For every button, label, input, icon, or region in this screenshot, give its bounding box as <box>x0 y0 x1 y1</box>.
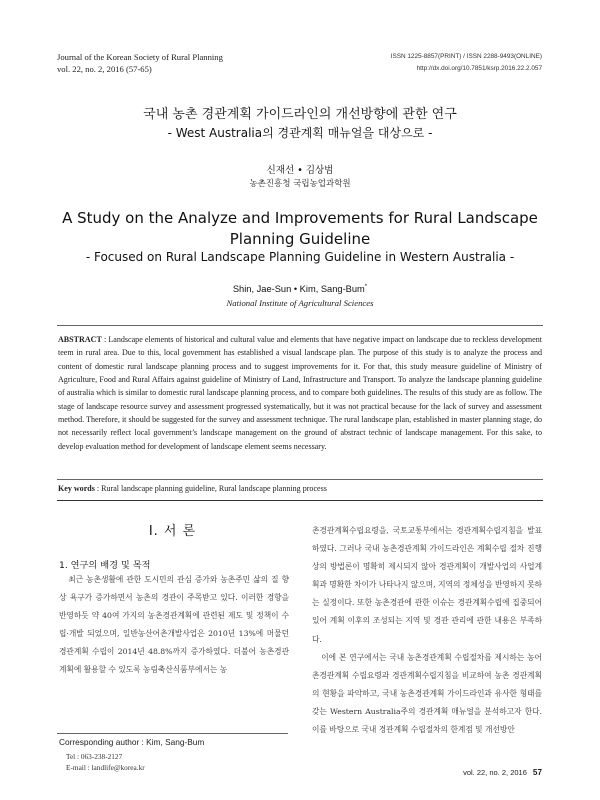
abstract-label: ABSTRACT <box>58 335 102 344</box>
keywords-separator: : <box>94 484 102 493</box>
page-number: 57 <box>532 768 542 777</box>
affiliation-english: National Institute of Agricultural Sciences <box>226 298 374 308</box>
journal-issue: vol. 22, no. 2, 2016 (57-65) <box>57 64 152 74</box>
authors-english <box>0 284 600 294</box>
footnote-email: E-mail : landlife@korea.kr <box>66 763 145 772</box>
body-paragraph: 이에 본 연구에서는 국내 농촌경관계획 수립절차를 제시하는 농어촌경관계획 수립요령과 경관계획수립지침을 비교하여 농촌 경관계획의 현황을 파악하고, 국내 농촌경관계획 가이드라인과 유사한 형태를 갖는 Western Australia주의 경관계획 매뉴얼을 분석하고자 한다. 이를 바탕으로 국내 경관계획 수립절차의 한계점 및 개선방안 <box>312 652 542 735</box>
doi-link[interactable]: http://dx.doi.org/10.7851/ksrp.2016.22.2.057 <box>416 65 542 72</box>
abstract-text: Landscape elements of historical and cultural value and elements that have negative impact on landscape due to reckless development teem in rural area. Due to this, local government has established a visual landscape plan. The purpose of this study is to analyze the process and content of domestic rural landscape planning process and to suggest improvements for it. For that, this study measure guideline of Ministry of Agriculture, Food and Rural Affairs against guideline of Ministry of Land, Infrastructure and Transport. To analyze the landscape planning guideline of australia which is similar to domestic rural landscape planning process, and to compare both guidelines. The results of this study are as follow. The stage of landscape resource survey and assessment progressed systematically, but it was not practical because for the lack of survey and assessment method. Therefore, it should be suggested for the survey and assessment technique. The rural landscape plan, established in master planning stage, do not necessarily reflect local government’s landscape management on the ground of abstract technic of landscape management. For this sake, to develop evaluation method for development of landscape element seems necessary. <box>58 335 542 451</box>
abstract-separator: : <box>101 335 109 344</box>
title-english <box>0 208 600 250</box>
title-english-line1: A Study on the Analyze and Improvements for Rural Landscape <box>62 209 538 227</box>
journal-name: Journal of the Korean Society of Rural Planning <box>57 52 223 62</box>
body-top-rule <box>57 500 543 501</box>
subsection-heading: 1. 연구의 배경 및 목적 <box>59 560 151 571</box>
subtitle-english: - Focused on Rural Landscape Planning Guideline in Western Australia - <box>85 250 515 264</box>
corresponding-author-mark: * <box>364 284 368 290</box>
affiliation-korean: 농촌진흥청 국립농업과학원 <box>249 179 351 189</box>
subtitle-korean: - West Australia의 경관계획 매뉴얼을 대상으로 - <box>167 126 433 140</box>
abstract <box>58 333 542 453</box>
abstract-top-rule <box>57 325 543 326</box>
title-english-line2: Planning Guideline <box>229 230 371 248</box>
keywords-rule <box>57 479 543 480</box>
journal-header <box>57 51 223 75</box>
footnote-tel: Tel : 063-238-2127 <box>66 752 123 761</box>
corresponding-author: Corresponding author : Kim, Sang-Bum <box>59 737 205 747</box>
body-paragraph: 촌경관계획수립요령을, 국토교통부에서는 경관계획수립지침을 발표하였다. 그러나 국내 농촌경관계획 가이드라인은 계획수립 절차 진행상의 방법론이 명확히 제시되지 않아 경관계획이 개발사업의 사업계획과 명확한 차이가 나타나지 않으며, 지역의 정체성을 반영하지 못하는 실정이다. 또한 농촌경관에 관한 이슈는 경관계획수립에 집중되어있어 계획 이후의 조성되는 지역 및 경관 관리에 관한 내용은 부족하다. <box>312 526 542 644</box>
keywords <box>58 484 542 493</box>
keywords-text: Rural landscape planning guideline, Rural landscape planning process <box>101 484 327 493</box>
journal-identifiers <box>391 51 542 75</box>
authors-english-names: Shin, Jae-Sun • Kim, Sang-Bum <box>232 284 365 295</box>
body-right-column <box>312 522 542 739</box>
keywords-label: Key words <box>58 484 95 493</box>
issn: ISSN 1225-8857(PRINT) / ISSN 2288-9493(ONLINE) <box>390 53 542 60</box>
title-korean: 국내 농촌 경관계획 가이드라인의 개선방향에 관한 연구 <box>143 107 457 122</box>
body-paragraph: 최근 농촌생활에 관한 도시민의 관심 증가와 농촌주민 삶의 질 향상 욕구가 증가하면서 농촌의 경관이 주목받고 있다. 이러한 경향을 반영하듯 약 40여 가지의 농촌경관계획에 관련된 제도 및 정책이 수립·개발 되었으며, 일반농산어촌개발사업은 2010년 13%에 머물던 경관계획 수립이 2014년 48.8%까지 증가하였다. 더불어 농촌경관계획에 활용할 수 있도록 농림축산식품부에서는 농 <box>59 575 289 675</box>
footer-issue: vol. 22, no. 2, 2016 <box>463 768 527 777</box>
section-heading: I. 서 론 <box>148 524 197 539</box>
page-footer <box>463 768 542 777</box>
body-left-column <box>59 571 289 680</box>
authors-korean: 신재선 • 김상범 <box>266 165 334 176</box>
footnote-rule <box>57 733 288 734</box>
